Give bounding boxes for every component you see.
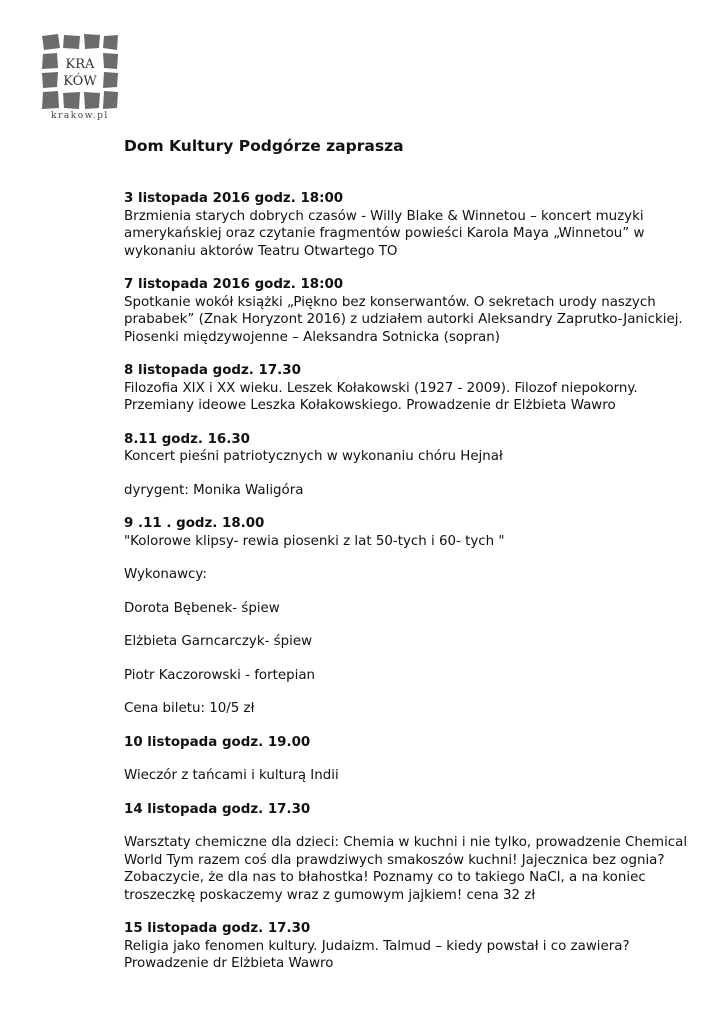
event-date: 3 listopada 2016 godz. 18:00 <box>124 191 344 206</box>
event-text: dyrygent: Monika Waligóra <box>124 482 304 498</box>
event-item <box>124 515 724 718</box>
event-date: 15 listopada godz. 17.30 <box>124 921 311 936</box>
krakow-logo-mark <box>40 32 120 112</box>
event-date: 7 listopada 2016 godz. 18:00 <box>124 277 344 292</box>
event-text: Prowadzenie dr Elżbieta Wawro <box>124 956 334 971</box>
event-date: 8.11 godz. 16.30 <box>124 431 250 447</box>
event-text: wykonaniu aktorów Teatru Otwartego TO <box>124 243 398 259</box>
event-date: 10 listopada godz. 19.00 <box>124 734 311 750</box>
event-text: Religia jako fenomen kultury. Judaizm. Talmud – kiedy powstał i co zawiera? <box>124 938 630 954</box>
event-text: amerykańskiej oraz czytanie fragmentów powieści Karola Maya „Winnetou” w <box>124 226 645 241</box>
event-text: Elżbieta Garncarczyk- śpiew <box>124 634 313 649</box>
event-text: Piotr Kaczorowski - fortepian <box>124 667 316 683</box>
page-title: Dom Kultury Podgórze zaprasza <box>124 137 404 155</box>
event-item <box>124 920 724 973</box>
event-item <box>124 190 724 260</box>
event-item <box>124 734 724 785</box>
event-date: 8 listopada godz. 17.30 <box>124 363 301 378</box>
event-text: "Kolorowe klipsy- rewia piosenki z lat 50-tych i 60- tych " <box>124 533 505 549</box>
logo-url: krakow.pl <box>51 111 109 121</box>
events-list <box>124 190 724 989</box>
event-text: Cena biletu: 10/5 zł <box>124 701 255 716</box>
event-text: Wykonawcy: <box>124 567 207 582</box>
event-text: prababek” (Znak Horyzont 2016) z udziałem autorki Aleksandry Zaprutko-Janickiej. <box>124 312 683 327</box>
event-text: Wieczór z tańcami i kulturą Indii <box>124 768 339 783</box>
event-text: Przemiany ideowe Leszka Kołakowskiego. Prowadzenie dr Elżbieta Wawro <box>124 398 616 413</box>
event-date: 14 listopada godz. 17.30 <box>124 801 311 817</box>
event-text: World Tym razem coś dla prawdziwych smakoszów kuchni! Jajecznica bez ognia? <box>124 852 665 868</box>
event-text: Koncert pieśni patriotycznych w wykonaniu chóru Hejnał <box>124 449 503 464</box>
event-item <box>124 276 724 346</box>
krakow-logo <box>40 32 120 122</box>
event-text: Filozofia XIX i XX wieku. Leszek Kołakowski (1927 - 2009). Filozof niepokorny. <box>124 380 638 396</box>
event-text: Spotkanie wokół książki „Piękno bez konserwantów. O sekretach urody naszych <box>124 294 656 310</box>
event-item <box>124 801 724 905</box>
logo-text-bottom: KÓW <box>63 74 97 89</box>
event-text: Piosenki międzywojenne – Aleksandra Sotnicka (sopran) <box>124 329 500 345</box>
event-text: Dorota Bębenek- śpiew <box>124 600 280 616</box>
event-text: troszeczkę poskaczemy wraz z gumowym jajkiem! cena 32 zł <box>124 887 536 903</box>
event-text: Brzmienia starych dobrych czasów - Willy Blake & Winnetou – koncert muzyki <box>124 208 644 224</box>
event-text: Warsztaty chemiczne dla dzieci: Chemia w kuchni i nie tylko, prowadzenie Chemical <box>124 835 688 850</box>
event-text: Zobaczycie, że dla nas to błahostka! Poznamy co to takiego NaCl, a na koniec <box>124 870 646 885</box>
event-item <box>124 431 724 500</box>
logo-text-top: KRA <box>65 57 95 72</box>
event-date: 9 .11 . godz. 18.00 <box>124 516 265 531</box>
event-item <box>124 362 724 415</box>
